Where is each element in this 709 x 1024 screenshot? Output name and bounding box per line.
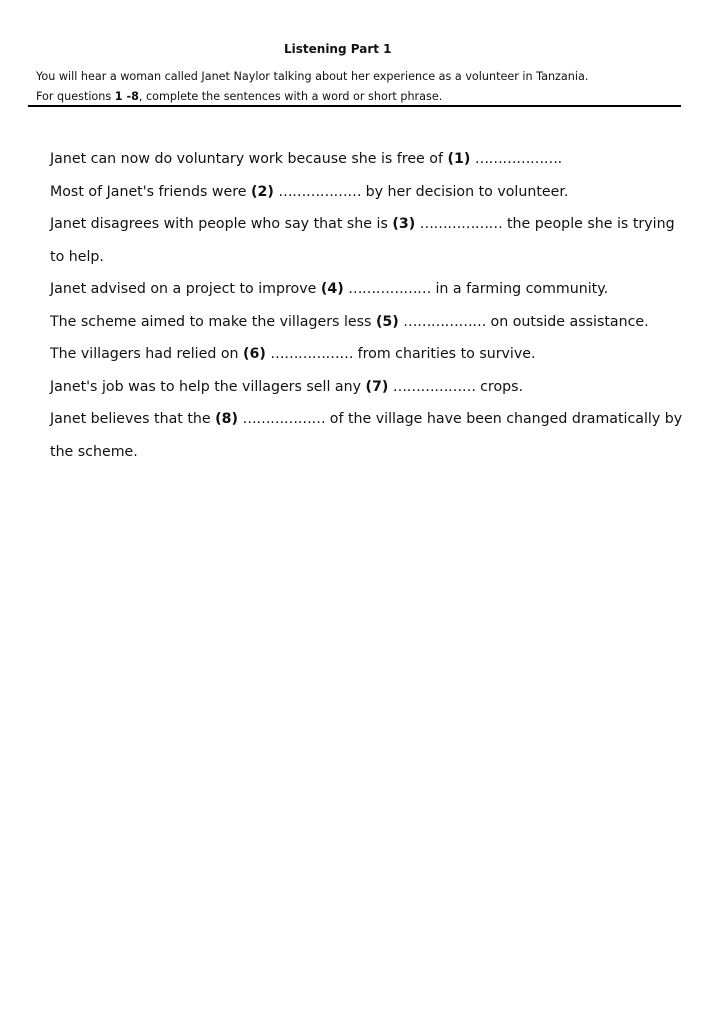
question-text: Janet advised on a project to improve (50, 281, 321, 297)
page-title: Listening Part 1 (284, 42, 392, 56)
question-text: The scheme aimed to make the villagers less (50, 313, 376, 330)
question-1: Janet can now do voluntary work because she is free of (1) ………………. (50, 151, 563, 167)
question-text: on outside assistance. (486, 313, 649, 330)
answer-blank[interactable]: ……………… (419, 216, 503, 232)
question-number: (2) (251, 183, 274, 200)
question-text: The villagers had relied on (50, 346, 244, 362)
question-range-text (36, 87, 686, 107)
answer-blank[interactable]: ……………… (474, 151, 558, 167)
answer-blank[interactable]: ……………… (242, 411, 326, 427)
question-4 (50, 273, 690, 306)
answer-blank[interactable]: ……………… (392, 378, 476, 395)
question-list (50, 143, 690, 468)
question-number: (1) (447, 151, 471, 167)
divider (28, 105, 681, 107)
answer-blank[interactable]: ……………… (403, 313, 487, 330)
instructions (36, 67, 686, 107)
answer-blank[interactable]: ……………… (270, 346, 354, 362)
question-text: crops. (475, 378, 524, 395)
question-text: from charities to survive. (353, 346, 536, 362)
q-suffix: , complete the sentences with a word or short phrase. (138, 90, 443, 103)
intro-text: You will hear a woman called Janet Naylor talking about her experience as a volunteer in Tanzania. (36, 70, 589, 83)
question-text: Janet believes that the (50, 411, 216, 427)
question-number: (8) (215, 411, 239, 427)
question-text: of the village have been changed dramatically by the scheme. (50, 411, 683, 460)
question-number: (6) (243, 346, 266, 362)
question-7 (50, 371, 690, 404)
q-range: 1 -8 (114, 90, 139, 103)
question-number: (7) (365, 378, 389, 395)
question-text: Janet can now do voluntary work because she is free of (50, 151, 448, 167)
q-prefix: For questions (36, 90, 115, 103)
question-text: Janet disagrees with people who say that she is (50, 216, 393, 232)
question-6 (50, 338, 690, 371)
question-number: (3) (392, 216, 416, 232)
question-number: (4) (320, 281, 344, 297)
question-text: Janet's job was to help the villagers sell any (50, 378, 366, 395)
question-8 (50, 403, 690, 468)
question-3 (50, 208, 690, 273)
question-text: the people she is trying to help. (50, 216, 675, 265)
answer-blank[interactable]: ……………… (348, 281, 431, 297)
question-text: Most of Janet's friends were (50, 183, 252, 200)
question-text: in a farming community. (430, 281, 609, 297)
question-5 (50, 306, 690, 339)
answer-blank[interactable]: ……………… (278, 183, 362, 200)
question-text: by her decision to volunteer. (361, 183, 569, 200)
question-number: (5) (375, 313, 399, 330)
question-2 (50, 176, 690, 209)
